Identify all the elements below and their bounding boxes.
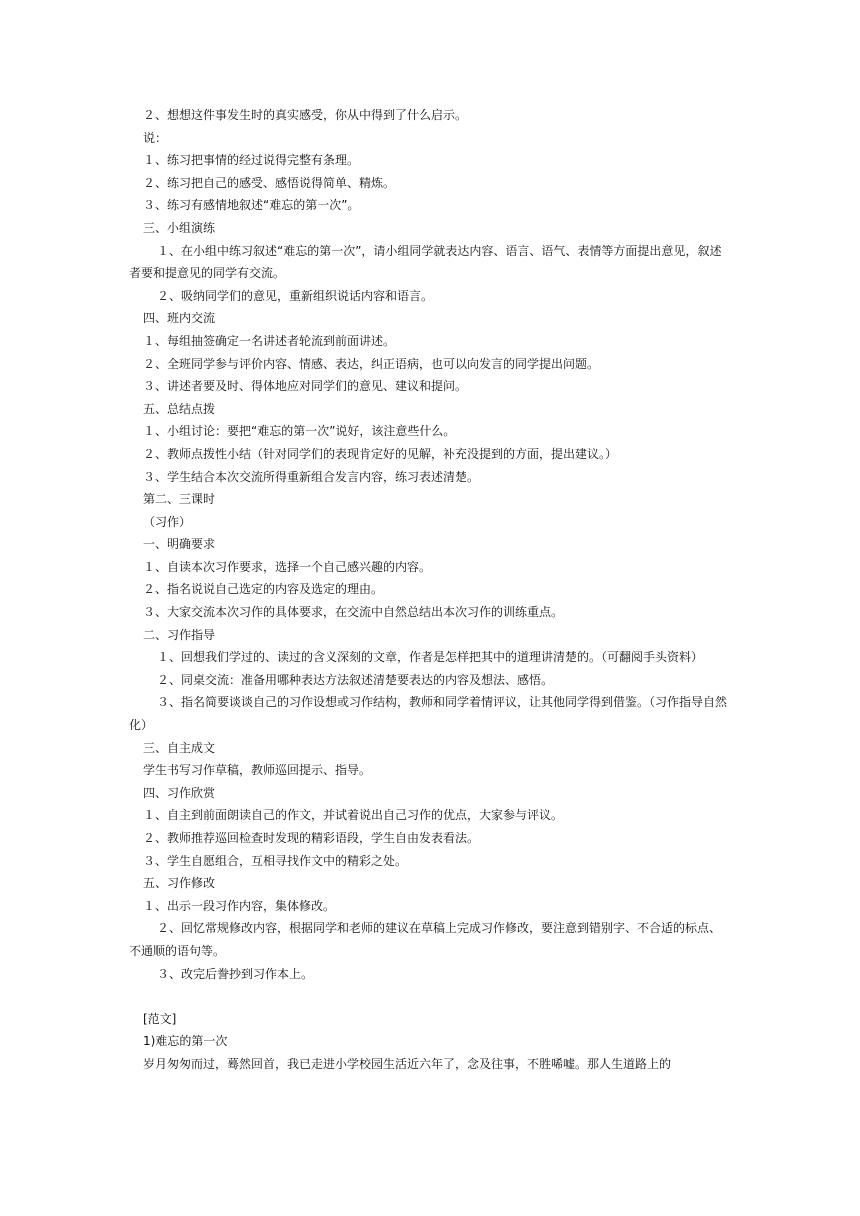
paragraph: １、在小组中练习叙述“难忘的第一次”，请小组同学就表达内容、语言、语气、表情等方面提出意见，叙述者要和提意见的同学有交流。 xyxy=(129,243,722,281)
section-heading: 一、明确要求 xyxy=(143,537,216,552)
section-heading: 五、总结点拨 xyxy=(143,401,216,416)
text-line: １、自读本次习作要求，选择一个自己感兴趣的内容。 xyxy=(143,559,432,574)
text-line: ３、改完后誊抄到习作本上。 xyxy=(157,966,314,981)
text-line: １、每组抽签确定一名讲述者轮流到前面讲述。 xyxy=(143,333,396,348)
document-page xyxy=(129,104,732,1076)
section-heading: 四、习作欣赏 xyxy=(143,785,216,800)
paragraph: １、回想我们学过的、读过的含义深刻的文章，作者是怎样把其中的道理讲清楚的。（可翻阅手头资料） xyxy=(157,650,704,665)
essay-first-line: 岁月匆匆而过，蓦然回首，我已走进小学校园生活近六年了，念及往事，不胜唏嘘。那人生道路上的 xyxy=(143,1056,672,1071)
sample-essay-label: [范文] xyxy=(143,1011,177,1026)
text-line: ３、大家交流本次习作的具体要求，在交流中自然总结出本次习作的训练重点。 xyxy=(143,605,564,620)
section-heading: 三、自主成文 xyxy=(143,740,216,755)
text-line: １、自主到前面朗读自己的作文，并试着说出自己习作的优点，大家参与评议。 xyxy=(143,808,564,823)
text-line: 说： xyxy=(143,130,168,145)
text-line: ３、练习有感情地叙述“难忘的第一次”。 xyxy=(143,198,360,213)
text-line: ２、指名说说自己选定的内容及选定的理由。 xyxy=(143,582,384,597)
paragraph: ３、指名简要谈谈自己的习作设想或习作结构，教师和同学着情评议，让其他同学得到借鉴。（习作指导自然化） xyxy=(129,695,728,733)
text-line: ３、学生自愿组合，互相寻找作文中的精彩之处。 xyxy=(143,853,408,868)
text-line: ３、学生结合本次交流所得重新组合发言内容，练习表述清楚。 xyxy=(143,469,480,484)
section-heading: 四、班内交流 xyxy=(143,311,216,326)
section-heading: 三、小组演练 xyxy=(143,220,216,235)
text-line: ３、讲述者要及时、得体地应对同学们的意见、建议和提问。 xyxy=(143,379,468,394)
paragraph: ２、回忆常规修改内容，根据同学和老师的建议在草稿上完成习作修改，要注意到错别字、不合适的标点、不通顺的语句等。 xyxy=(129,921,722,958)
section-heading: 二、习作指导 xyxy=(143,627,216,642)
text-line: ２、吸纳同学们的意见，重新组织说话内容和语言。 xyxy=(157,288,434,303)
text-line: １、练习把事情的经过说得完整有条理。 xyxy=(143,153,360,168)
lesson-subheading: （习作） xyxy=(143,514,192,529)
text-line: ２、想想这件事发生时的真实感受，你从中得到了什么启示。 xyxy=(143,108,468,122)
essay-title: 1)难忘的第一次 xyxy=(143,1034,228,1049)
lesson-heading: 第二、三课时 xyxy=(143,492,216,507)
text-line: ２、教师推荐巡回检查时发现的精彩语段，学生自由发表看法。 xyxy=(143,831,480,845)
section-heading: 五、习作修改 xyxy=(143,876,216,891)
text-line: １、小组讨论：要把“难忘的第一次”说好，该注意些什么。 xyxy=(143,424,456,439)
text-line: 学生书写习作草稿，教师巡回提示、指导。 xyxy=(143,763,372,778)
text-line: ２、全班同学参与评价内容、情感、表达，纠正语病，也可以向发言的同学提出问题。 xyxy=(143,356,600,371)
text-line: ２、同桌交流：准备用哪种表达方法叙述清楚要表达的内容及想法、感悟。 xyxy=(157,672,554,687)
text-line: ２、练习把自己的感受、感悟说得简单、精炼。 xyxy=(143,175,396,190)
blank-line xyxy=(129,985,732,1008)
text-line: ２、教师点拨性小结（针对同学们的表现肯定好的见解，补充没提到的方面，提出建议。） xyxy=(143,446,618,461)
text-line: １、出示一段习作内容，集体修改。 xyxy=(143,898,336,913)
